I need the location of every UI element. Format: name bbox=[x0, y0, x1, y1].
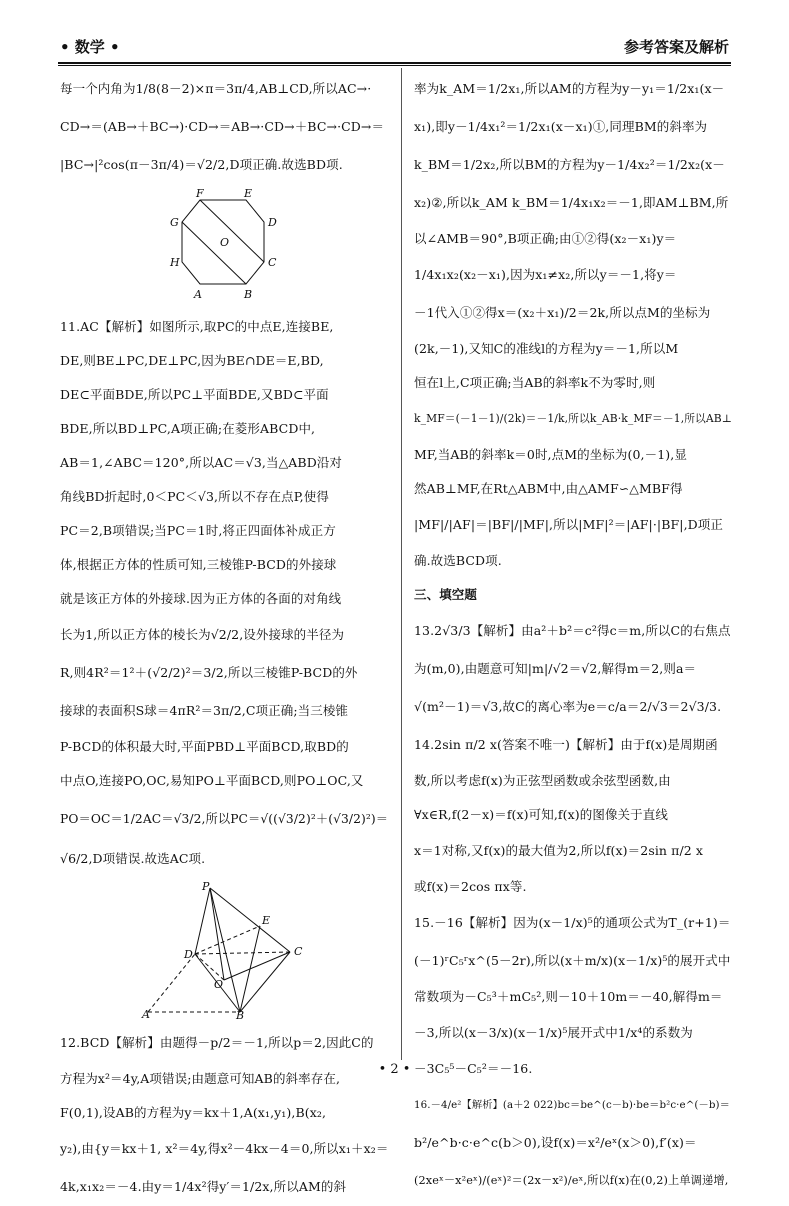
text-line: 方程为x²＝4y,A项错误;由题意可知AB的斜率存在, bbox=[60, 1071, 341, 1086]
label-A: A bbox=[142, 1008, 150, 1020]
text-line: 中点O,连接PO,OC,易知PO⊥平面BCD,则PO⊥OC,又 bbox=[60, 773, 364, 788]
label-H: H bbox=[170, 256, 180, 269]
label-P: P bbox=[202, 882, 210, 893]
text-line: 角线BD折起时,0＜PC＜√3,所以不存在点P,使得 bbox=[60, 489, 329, 504]
text-line: 15.－16【解析】因为(x－1/x)⁵的通项公式为T_(r+1)＝ bbox=[414, 915, 731, 930]
label-C: C bbox=[294, 945, 303, 958]
text-line: |BC→|²cos(π－3π/4)＝√2/2,D项正确.故选BD项. bbox=[60, 157, 343, 172]
text-line: P-BCD的体积最大时,平面PBD⊥平面BCD,取BD的 bbox=[60, 739, 349, 754]
text-line: －3C₅⁵－C₅²＝－16. bbox=[414, 1061, 533, 1076]
tetrahedron-figure bbox=[140, 882, 310, 1020]
text-line: DE,则BE⊥PC,DE⊥PC,因为BE∩DE＝E,BD, bbox=[60, 353, 324, 368]
text-line: |MF|/|AF|＝|BF|/|MF|,所以|MF|²＝|AF|·|BF|,D项正 bbox=[414, 517, 723, 532]
header-rule bbox=[58, 62, 731, 64]
text-line: 为(m,0),由题意可知|m|/√2＝√2,解得m＝2,则a＝ bbox=[414, 661, 697, 676]
label-B: B bbox=[236, 1009, 245, 1020]
text-line: R,则4R²＝1²＋(√2/2)²＝3/2,所以三棱锥P-BCD的外 bbox=[60, 665, 358, 680]
left-column bbox=[60, 70, 390, 1206]
text-line: b²/e^b·c·e^c(b＞0),设f(x)＝x²/eˣ(x＞0),f′(x)＝ bbox=[414, 1135, 697, 1150]
text-line: (2k,－1),又知C的准线l的方程为y＝－1,所以M bbox=[414, 341, 679, 356]
label-F: F bbox=[196, 188, 204, 200]
label-O: O bbox=[214, 978, 224, 991]
text-line: 接球的表面积S球＝4πR²＝3π/2,C项正确;当三棱锥 bbox=[60, 703, 349, 718]
label-G: G bbox=[170, 216, 179, 229]
text-line: (－1)ʳC₅ʳx^(5－2r),所以(x＋m/x)(x－1/x)⁵的展开式中 bbox=[414, 953, 731, 968]
text-line: y₂),由{y＝kx＋1, x²＝4y,得x²－4kx－4＝0,所以x₁＋x₂＝ bbox=[60, 1141, 389, 1156]
text-line: AB＝1,∠ABC＝120°,所以AC＝√3,当△ABD沿对 bbox=[60, 455, 343, 470]
text-line: 体,根据正方体的性质可知,三棱锥P-BCD的外接球 bbox=[60, 557, 337, 572]
header-rule-thin bbox=[58, 65, 731, 66]
text-line: 恒在l上,C项正确;当AB的斜率k不为零时,则 bbox=[414, 375, 656, 390]
text-line: 数,所以考虑f(x)为正弦型函数或余弦型函数,由 bbox=[414, 773, 671, 788]
text-line: 14.2sin π/2 x(答案不唯一)【解析】由于f(x)是周期函 bbox=[414, 737, 718, 752]
text-line: 1/4x₁x₂(x₂－x₁),因为x₁≠x₂,所以y＝－1,将y＝ bbox=[414, 267, 677, 282]
page-number: • 2 • bbox=[378, 1062, 411, 1077]
text-line: ∀x∈R,f(2－x)＝f(x)可知,f(x)的图像关于直线 bbox=[414, 807, 668, 822]
section-heading: 三、填空题 bbox=[414, 587, 478, 602]
text-line: －1代入①②得x＝(x₂＋x₁)/2＝2k,所以点M的坐标为 bbox=[414, 305, 711, 320]
text-line: x₁),即y－1/4x₁²＝1/2x₁(x－x₁)①,同理BM的斜率为 bbox=[414, 119, 708, 134]
octagon-figure bbox=[160, 188, 290, 306]
label-O: O bbox=[220, 236, 230, 249]
text-line: 13.2√3/3【解析】由a²＋b²＝c²得c＝m,所以C的右焦点 bbox=[414, 623, 731, 638]
text-line: 12.BCD【解析】由题得－p/2＝－1,所以p＝2,因此C的 bbox=[60, 1035, 374, 1050]
text-line: 16.－4/e²【解析】(a＋2 022)bc＝be^(c－b)·be＝b²c·e^(－b)＝ bbox=[414, 1099, 730, 1111]
text-line: 率为k_AM＝1/2x₁,所以AM的方程为y－y₁＝1/2x₁(x－ bbox=[414, 81, 725, 96]
text-line: x₂)②,所以k_AM k_BM＝1/4x₁x₂＝－1,即AM⊥BM,所 bbox=[414, 195, 729, 210]
text-line: 确.故选BCD项. bbox=[414, 553, 502, 568]
text-line: 长为1,所以正方体的棱长为√2/2,设外接球的半径为 bbox=[60, 627, 345, 642]
text-line: MF,当AB的斜率k＝0时,点M的坐标为(0,－1),显 bbox=[414, 447, 687, 462]
text-line: CD→＝(AB→＋BC→)·CD→＝AB→·CD→＋BC→·CD→＝ bbox=[60, 119, 385, 134]
text-line: 就是该正方体的外接球.因为正方体的各面的对角线 bbox=[60, 591, 342, 606]
text-line: x＝1对称,又f(x)的最大值为2,所以f(x)＝2sin π/2 x bbox=[414, 843, 704, 858]
text-line: BDE,所以BD⊥PC,A项正确;在菱形ABCD中, bbox=[60, 421, 316, 436]
label-E: E bbox=[262, 914, 271, 927]
text-line: PC＝2,B项错误;当PC＝1时,将正四面体补成正方 bbox=[60, 523, 336, 538]
label-B: B bbox=[244, 288, 253, 301]
label-A: A bbox=[194, 288, 202, 301]
label-D: D bbox=[268, 216, 277, 229]
text-line: (2xeˣ－x²eˣ)/(eˣ)²＝(2x－x²)/eˣ,所以f(x)在(0,2)上单调递增, bbox=[414, 1174, 729, 1187]
text-line: PO＝OC＝1/2AC＝√3/2,所以PC＝√((√3/2)²＋(√3/2)²)＝ bbox=[60, 812, 389, 826]
text-line: 然AB⊥MF,在Rt△ABM中,由△AMF∽△MBF得 bbox=[414, 481, 683, 496]
text-line: 以∠AMB＝90°,B项正确;由①②得(x₂－x₁)y＝ bbox=[414, 231, 677, 246]
text-line: √6/2,D项错误.故选AC项. bbox=[60, 851, 206, 866]
column-divider bbox=[401, 68, 402, 1060]
label-E: E bbox=[244, 188, 253, 200]
text-line: F(0,1),设AB的方程为y＝kx＋1,A(x₁,y₁),B(x₂, bbox=[60, 1105, 327, 1120]
text-line: DE⊂平面BDE,所以PC⊥平面BDE,又BD⊂平面 bbox=[60, 387, 329, 402]
label-D: D bbox=[184, 948, 193, 961]
text-line: k_BM＝1/2x₂,所以BM的方程为y－1/4x₂²＝1/2x₂(x－ bbox=[414, 157, 725, 172]
text-line: －3,所以(x－3/x)(x－1/x)⁵展开式中1/x⁴的系数为 bbox=[414, 1025, 693, 1040]
text-line: 每一个内角为1/8(8－2)×π＝3π/4,AB⊥CD,所以AC→· bbox=[60, 81, 372, 96]
running-header bbox=[60, 36, 729, 58]
text-line: 或f(x)＝2cos πx等. bbox=[414, 879, 527, 894]
text-line: 常数项为－C₅³＋mC₅²,则－10＋10m＝－40,解得m＝ bbox=[414, 989, 723, 1004]
right-column bbox=[414, 70, 732, 1200]
label-C: C bbox=[268, 256, 277, 269]
text-line: 11.AC【解析】如图所示,取PC的中点E,连接BE, bbox=[60, 319, 334, 334]
text-line: 4k,x₁x₂＝－4.由y＝1/4x²得y′＝1/2x,所以AM的斜 bbox=[60, 1179, 347, 1194]
header-subject: • 数学 • bbox=[60, 38, 120, 56]
text-line: √(m²－1)＝√3,故C的离心率为e＝c/a＝2/√3＝2√3/3. bbox=[414, 699, 722, 714]
text-line: k_MF＝(－1－1)/(2k)＝－1/k,所以k_AB·k_MF＝－1,所以AB⊥ bbox=[414, 412, 732, 425]
header-title: 参考答案及解析 bbox=[623, 38, 729, 56]
